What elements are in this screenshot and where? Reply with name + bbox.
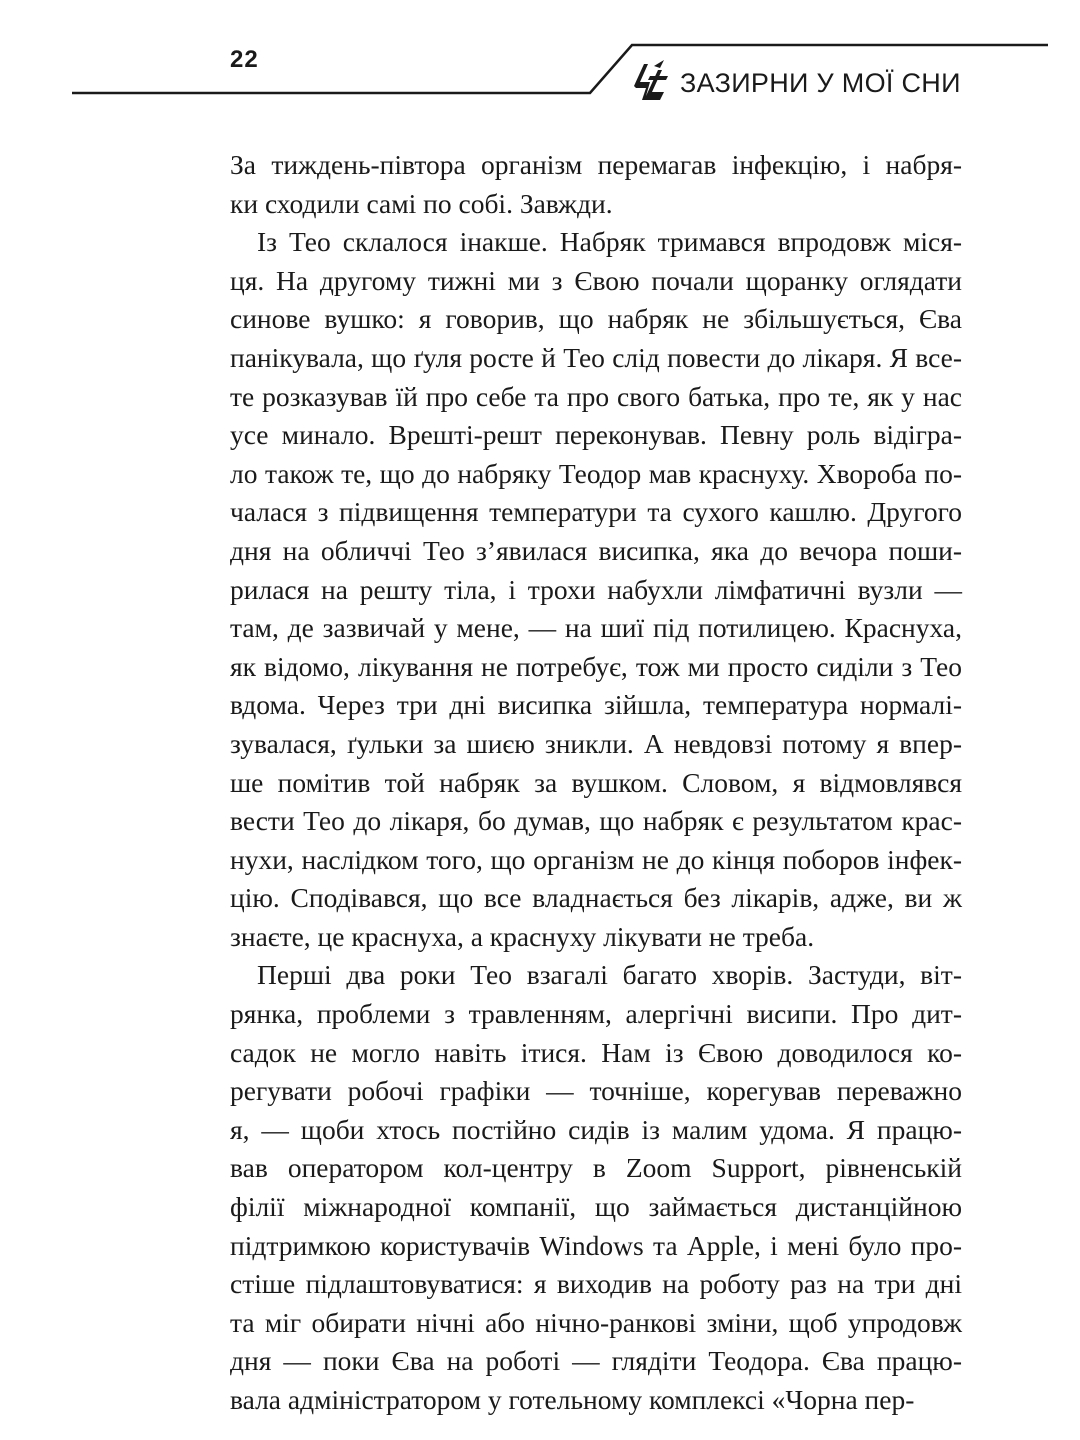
text-line: регувати робочі графіки — точніше, корегував переважно [230, 1075, 962, 1107]
text-line: ки сходили самі по собі. Завжди. [230, 187, 613, 219]
text-line: там, де зазвичай у мене, — на шиї під потилицею. Краснуха, [230, 612, 962, 644]
text-line: знаєте, це краснуха, а краснуху лікувати не треба. [230, 920, 815, 952]
text-line: дня на обличчі Тео з’явилася висипка, яка до вечора поши- [230, 534, 962, 566]
text-line: я, — щоби хтось постійно сидів із малим удома. Я працю- [230, 1113, 962, 1145]
text-line: ше помітив той набряк за вушком. Словом, я відмовлявся [230, 766, 962, 798]
text-line: Із Тео склалося інакше. Набряк тримався впродовж міся- [257, 226, 962, 258]
text-line: За тиждень-півтора організм перемагав інфекцію, і набря- [230, 149, 962, 180]
page-number: 22 [230, 46, 259, 73]
text-line: стіше підлаштовуватися: я виходив на роботу раз на три дні [230, 1268, 962, 1300]
text-line: вала адміністратором у готельному комплексі «Чорна пер- [230, 1384, 915, 1415]
text-line: ця. На другому тижні ми з Євою почали щоранку оглядати [230, 264, 962, 296]
text-line: філії міжнародної компанії, що займається дистанційною [230, 1191, 962, 1223]
paragraph [230, 956, 962, 1419]
paragraph [230, 146, 962, 223]
text-line: те розказував їй про себе та про свого батька, про те, як у нас [230, 380, 962, 412]
text-line: вести Тео до лікаря, бо думав, що набряк є результатом крас- [230, 805, 962, 837]
body-text [230, 146, 962, 1420]
paragraph [230, 223, 962, 956]
text-line: садок не могло навіть ітися. Нам із Євою доводилося ко- [230, 1036, 962, 1068]
publisher-logo-icon [630, 56, 674, 104]
text-line: зувалася, ґульки за шиєю зникли. А невдовзі потому я впер- [230, 727, 962, 759]
text-line: та міг обирати нічні або нічно-ранкові зміни, щоб упродовж [230, 1306, 962, 1338]
text-line: цію. Сподівався, що все владнається без лікарів, адже, ви ж [230, 882, 962, 914]
text-line: вдома. Через три дні висипка зійшла, температура нормалі- [230, 689, 962, 721]
text-line: Перші два роки Тео взагалі багато хворів. Застуди, віт- [257, 959, 962, 991]
running-title: ЗАЗИРНИ У МОЇ СНИ [680, 68, 961, 98]
text-line: рилася на решту тіла, і трохи набухли лімфатичні вузли — [230, 573, 962, 605]
text-line: панікувала, що ґуля росте й Тео слід повести до лікаря. Я все- [230, 341, 962, 373]
text-line: як відомо, лікування не потребує, тож ми просто сиділи з Тео [230, 650, 962, 682]
text-line: підтримкою користувачів Windows та Apple, і мені було про- [230, 1229, 962, 1261]
text-line: дня — поки Єва на роботі — глядіти Теодора. Єва працю- [230, 1345, 962, 1377]
text-line: ло також те, що до набряку Теодор мав краснуху. Хвороба по- [230, 457, 962, 489]
text-line: чалася з підвищення температури та сухого кашлю. Другого [230, 496, 962, 528]
text-line: рянка, проблеми з травленням, алергічні висипи. Про дит- [230, 998, 962, 1030]
text-line: нухи, наслідком того, що організм не до кінця поборов інфек- [230, 843, 962, 875]
text-line: усе минало. Врешті-решт переконував. Певну роль відігра- [230, 419, 962, 451]
text-line: вав оператором кол-центру в Zoom Support, рівненській [230, 1152, 962, 1184]
text-line: синове вушко: я говорив, що набряк не збільшується, Єва [230, 303, 962, 335]
